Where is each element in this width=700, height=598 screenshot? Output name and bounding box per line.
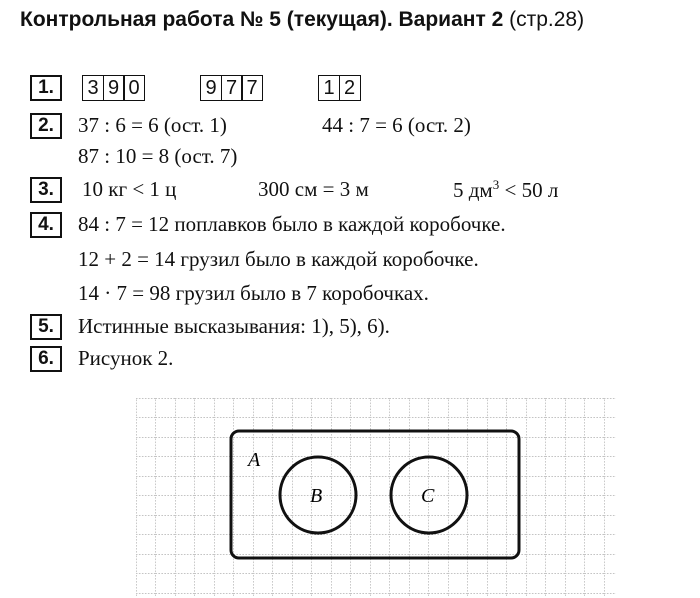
digit-cell: 7 [241, 75, 263, 101]
task-1-number-group [82, 75, 145, 101]
grid-paper [136, 398, 616, 596]
page-title [20, 8, 584, 32]
digit-cell: 9 [103, 75, 125, 101]
task-4-number: 4. [30, 212, 62, 238]
digit-cell: 1 [318, 75, 340, 101]
digit-cell: 9 [200, 75, 222, 101]
digit-cell: 0 [123, 75, 145, 101]
set-a-label: A [248, 449, 261, 471]
task-3-cube-exponent: 3 [492, 177, 500, 192]
task-5-number: 5. [30, 314, 62, 340]
task-4-line-3: 14 · 7 = 98 грузил было в 7 коробочках. [78, 281, 429, 305]
digit-cell: 7 [221, 75, 243, 101]
grid-figure [136, 398, 616, 596]
task-2-line-1b: 44 : 7 = 6 (ост. 2) [322, 113, 471, 137]
task-3-comparison-3 [453, 177, 558, 203]
task-6-number: 6. [30, 346, 62, 372]
task-3-comparison-3-left: 5 дм [453, 178, 493, 202]
title-main: Контрольная работа № 5 (текущая). Вариант 2 [20, 8, 504, 31]
task-3-comparison-1: 10 кг < 1 ц [82, 177, 177, 201]
task-5-text: Истинные высказывания: 1), 5), 6). [78, 314, 390, 338]
task-6-text: Рисунок 2. [78, 346, 174, 370]
task-1-number-group [200, 75, 263, 101]
task-2-line-1a: 37 : 6 = 6 (ост. 1) [78, 113, 227, 137]
task-2-line-2: 87 : 10 = 8 (ост. 7) [78, 144, 238, 168]
digit-cell: 3 [82, 75, 104, 101]
task-1-number: 1. [30, 75, 62, 101]
task-3-comparison-3-right: < 50 л [499, 178, 559, 202]
set-c-label: C [421, 485, 435, 507]
task-1-number-group [318, 75, 361, 101]
title-page-ref: (стр.28) [509, 8, 585, 31]
task-2-number: 2. [30, 113, 62, 139]
task-3-comparison-2: 300 см = 3 м [258, 177, 369, 201]
set-b-label: B [310, 485, 323, 507]
task-3-number: 3. [30, 177, 62, 203]
task-4-line-1: 84 : 7 = 12 поплавков было в каждой коробочке. [78, 212, 506, 236]
venn-diagram [136, 398, 616, 596]
task-4-line-2: 12 + 2 = 14 грузил было в каждой коробочке. [78, 247, 479, 271]
digit-cell: 2 [339, 75, 361, 101]
